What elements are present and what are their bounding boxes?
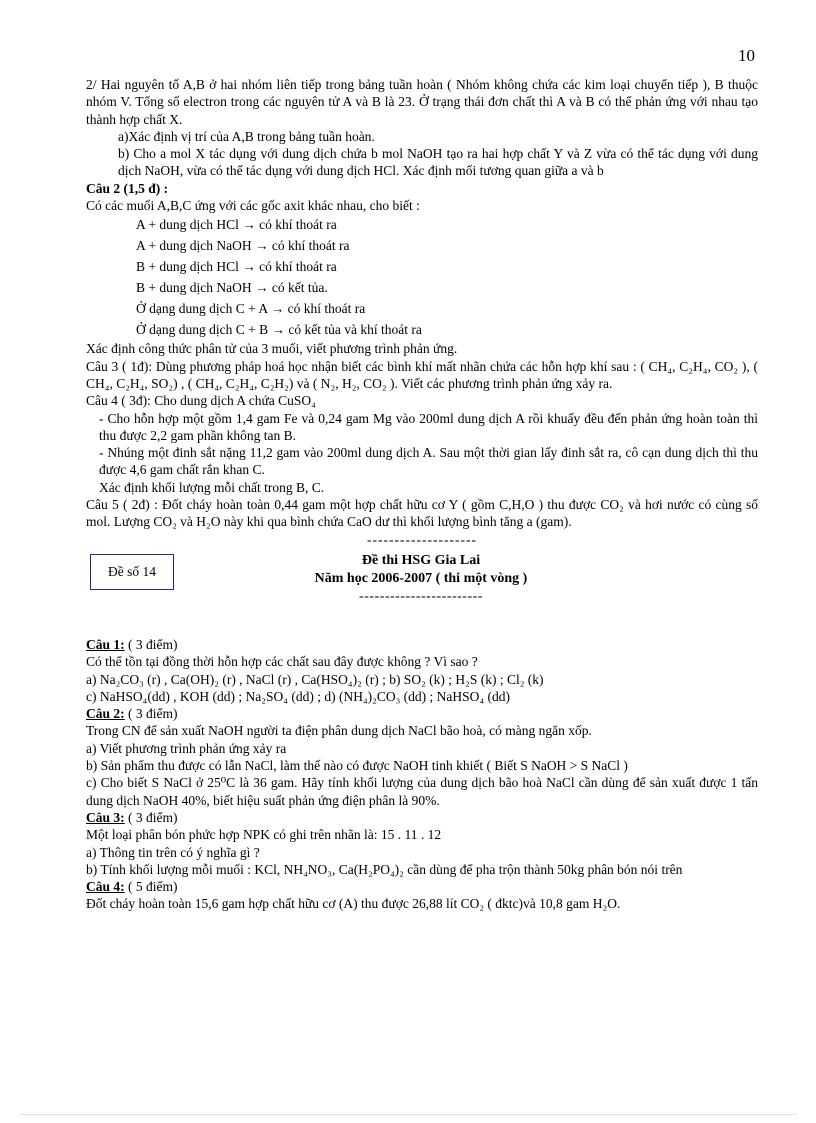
paragraph: B + dung dịch HCl → có khí thoát ra — [136, 259, 337, 275]
paragraph: Có các muối A,B,C ứng với các gốc axit khác nhau, cho biết : — [86, 198, 420, 214]
paragraph: Câu 5 ( 2đ) : Đốt cháy hoàn toàn 0,44 gam một hợp chất hữu cơ Y ( gồm C,H,O ) thu được CO₂ và hơi nước có cùng số mol. Lượng CO₂ và H₂O này khi qua bình chứa CaO dư thì khối lượng bình tăng a (gam). — [86, 497, 758, 530]
paragraph: 2/ Hai nguyên tố A,B ở hai nhóm liên tiếp trong bảng tuần hoàn ( Nhóm không chứa các kim loại chuyển tiếp ), B thuộc nhóm V. Tổng số electron trong các nguyên tử A và B là 23. Ở trạng thái đơn chất thì A và B có thể phản ứng với nhau tạo thành hợp chất X. — [86, 77, 758, 127]
exam-title: Đề thi HSG Gia Lai — [361, 552, 481, 568]
paragraph: Câu 3 ( 1đ): Dùng phương pháp hoá học nhận biết các bình khí mất nhãn chứa các hỗn hợp khí sau : ( CH₄, C₂H₄, CO₂ ), ( CH₄, C₂H₄, SO₂) , ( CH₄, C₂H₄, C₂H₂) và ( N₂, H₂, CO₂ ). Viết các phương trình phản ứng xảy ra. — [86, 358, 758, 391]
question-block — [86, 636, 758, 705]
question-line: Một loại phân bón phức hợp NPK có ghi trên nhãn là: 15 . 11 . 12 — [86, 827, 442, 843]
question-line: Đốt cháy hoàn toàn 15,6 gam hợp chất hữu cơ (A) thu được 26,88 lít CO₂ ( đktc)và 10,8 gam H₂O. — [86, 896, 621, 912]
question-block — [86, 809, 758, 878]
question-heading — [86, 636, 758, 653]
paragraph: A + dung dịch HCl → có khí thoát ra — [136, 217, 337, 233]
document-body — [86, 76, 758, 913]
previous-exam-paragraphs — [86, 76, 758, 531]
question-label: Câu 3: — [86, 809, 125, 825]
paragraph: Câu 2 (1,5 đ) : — [86, 180, 169, 196]
question-heading — [86, 705, 758, 722]
question-points: ( 3 điểm) — [124, 706, 178, 722]
question-points: ( 3 điểm) — [124, 636, 178, 652]
exam-number-box: Đề số 14 — [90, 554, 174, 590]
paragraph: B + dung dịch NaOH → có kết tủa. — [136, 280, 328, 296]
paragraph: Câu 4 ( 3đ): Cho dung dịch A chứa CuSO₄ — [86, 393, 316, 409]
exam-header — [86, 552, 758, 624]
exam-questions — [86, 636, 758, 913]
question-block — [86, 705, 758, 809]
question-line: b) Sản phẩm thu được có lẫn NaCl, làm thế nào có được NaOH tinh khiết ( Biết S NaOH > S NaCl ) — [86, 758, 628, 774]
paragraph: b) Cho a mol X tác dụng với dung dịch chứa b mol NaOH tạo ra hai hợp chất Y và Z vừa có thể tác dụng với dung dịch NaOH, vừa có thể tác dụng với dung dịch HCl. Xác định mối tương quan giữa a và b — [118, 146, 758, 179]
question-line: c) NaHSO₄(dd) , KOH (dd) ; Na₂SO₄ (dd) ; d) (NH₄)₂CO₃ (dd) ; NaHSO₄ (dd) — [86, 688, 510, 704]
page-bottom-border — [20, 1114, 796, 1115]
paragraph: Ở dạng dung dịch C + A → có khí thoát ra — [136, 301, 366, 317]
page-number: 10 — [738, 46, 755, 65]
paragraph: - Cho hỗn hợp một gồm 1,4 gam Fe và 0,24 gam Mg vào 200ml dung dịch A rồi khuấy đều đến phản ứng hoàn toàn thì thu được 2,2 gam phần không tan B. — [99, 410, 758, 443]
question-line: Có thể tồn tại đồng thời hỗn hợp các chất sau đây được không ? Vì sao ? — [86, 654, 478, 670]
question-label: Câu 4: — [86, 879, 125, 895]
question-line: a) Na₂CO₃ (r) , Ca(OH)₂ (r) , NaCl (r) , Ca(HSO₄)₂ (r) ; b) SO₂ (k) ; H₂S (k) ; Cl₂ (k) — [86, 671, 544, 687]
question-line: c) Cho biết S NaCl ở 25⁰C là 36 gam. Hãy tính khối lượng của dung dịch bão hoà NaCl cần dùng để sản xuất được 1 tấn dung dịch NaOH 40%, biết hiệu suất phản ứng điện phân là 90%. — [86, 775, 758, 808]
question-points: ( 3 điểm) — [124, 809, 178, 825]
question-label: Câu 1: — [86, 636, 125, 652]
question-line: b) Tính khối lượng mỗi muối : KCl, NH₄NO₃, Ca(H₂PO₄)₂ cần dùng để pha trộn thành 50kg phân bón nói trên — [86, 861, 683, 877]
question-line: a) Viết phương trình phản ứng xảy ra — [86, 740, 287, 756]
exam-subtitle: Năm học 2006-2007 ( thi một vòng ) — [314, 570, 528, 586]
exam-title-block — [256, 552, 586, 606]
separator-line: -------------------- — [367, 531, 477, 547]
paragraph: Xác định công thức phân tử của 3 muối, viết phương trình phản ứng. — [86, 341, 458, 357]
question-line: a) Thông tin trên có ý nghĩa gì ? — [86, 844, 260, 860]
paragraph: a)Xác định vị trí của A,B trong bảng tuần hoàn. — [118, 128, 375, 144]
question-line: Trong CN để sản xuất NaOH người ta điện phân dung dịch NaCl bão hoà, có màng ngăn xốp. — [86, 723, 592, 739]
paragraph: Ở dạng dung dịch C + B → có kết tủa và khí thoát ra — [136, 322, 422, 338]
question-label: Câu 2: — [86, 706, 125, 722]
question-points: ( 5 điểm) — [124, 879, 178, 895]
question-heading — [86, 809, 758, 826]
paragraph: - Nhúng một đinh sắt nặng 11,2 gam vào 200ml dung dịch A. Sau một thời gian lấy đinh sắt ra, cô cạn dung dịch thì thu được 4,6 gam chất rắn khan C. — [99, 445, 758, 478]
paragraph: Xác định khối lượng mỗi chất trong B, C. — [99, 479, 325, 495]
paragraph: A + dung dịch NaOH → có khí thoát ra — [136, 238, 350, 254]
question-block — [86, 878, 758, 913]
question-heading — [86, 878, 758, 895]
title-separator: ------------------------ — [359, 588, 483, 604]
